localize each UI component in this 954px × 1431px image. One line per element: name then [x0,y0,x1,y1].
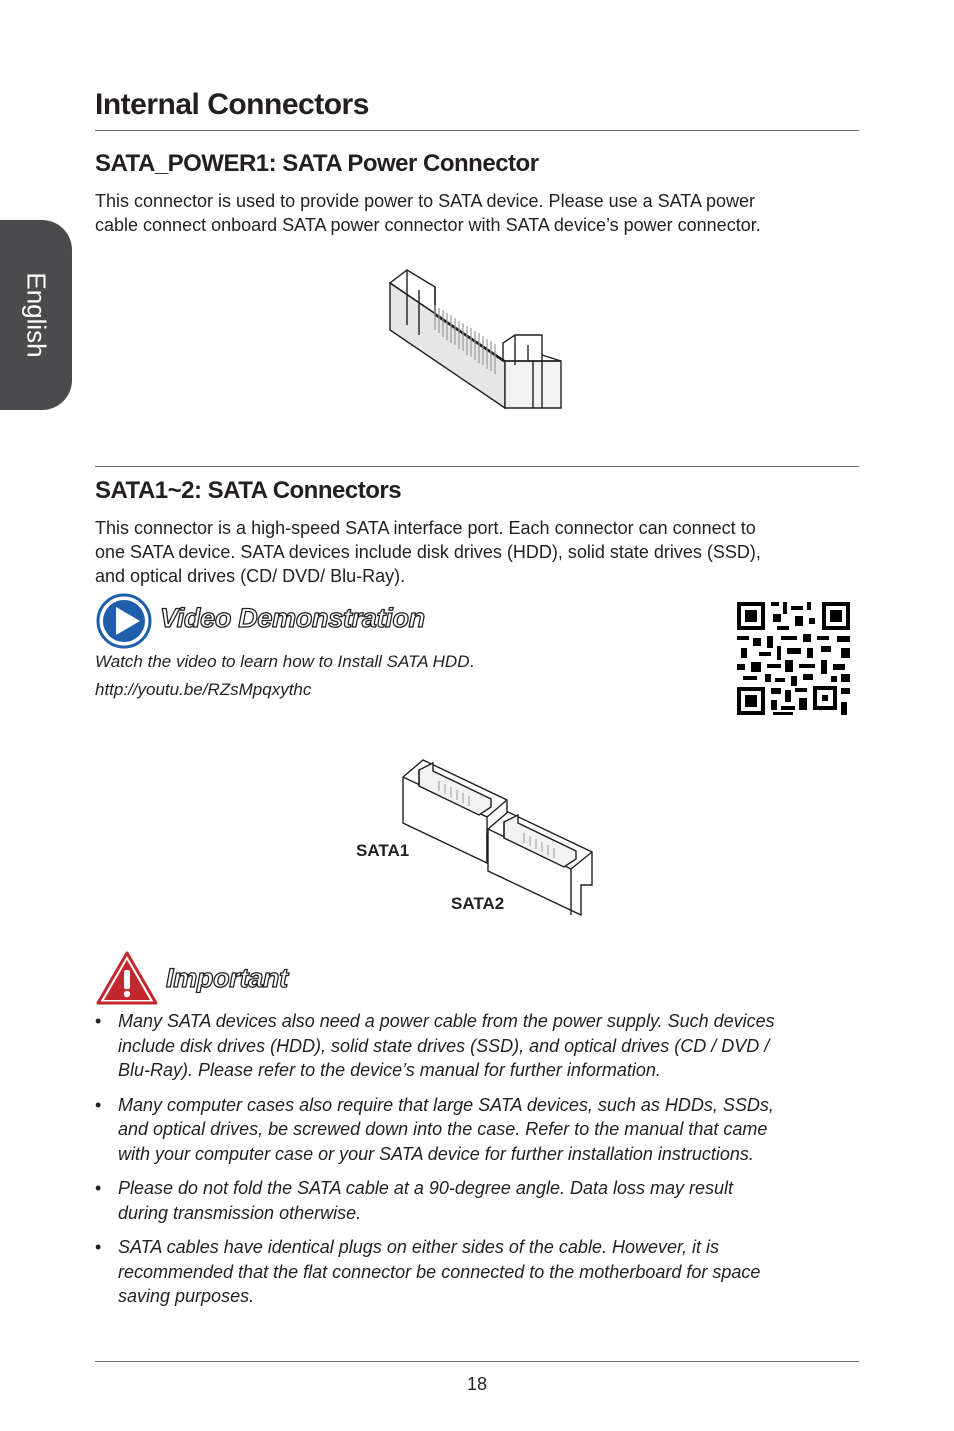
text-line: with your computer case or your SATA device for further installation instructions. [118,1143,754,1164]
title-divider [95,130,859,131]
sata2-label: SATA2 [451,894,505,913]
text-line: • Many SATA devices also need a power cable from the power supply. Such devices [118,1011,775,1031]
sata-description [95,516,865,588]
text-line: and optical drives, be screwed down into the case. Refer to the manual that came [118,1119,768,1139]
text-line: cable connect onboard SATA power connector with SATA device’s power connector. [95,215,761,235]
text-line: include disk drives (HDD), solid state drives (SSD), and optical drives (CD / DVD / [118,1035,770,1056]
page-number: 18 [466,1374,488,1394]
text-line: one SATA device. SATA devices include disk drives (HDD), solid state drives (SSD), [95,542,761,562]
video-url-link[interactable]: http://youtu.be/RZsMpqxythc [95,680,312,699]
important-list [95,1009,865,1319]
sata-heading: SATA1~2: SATA Connectors [95,477,402,504]
language-tab[interactable] [0,220,72,410]
page-title: Internal Connectors [95,88,369,121]
important-title: Important [166,963,288,993]
video-caption-period: . [469,652,475,671]
text-line: • Many computer cases also require that large SATA devices, such as HDDs, SSDs, [118,1094,774,1115]
sata1-label: SATA1 [356,841,410,860]
qr-code-icon[interactable] [737,602,850,715]
text-line: and optical drives (CD/ DVD/ Blu-Ray). [95,566,406,586]
text-line: This connector is used to provide power to SATA device. Please use a SATA power [95,191,756,211]
text-line: Blu-Ray). Please refer to the device’s manual for further information. [118,1060,661,1080]
text-line: recommended that the flat connector be connected to the motherboard for space [118,1261,761,1282]
text-line: • Please do not fold the SATA cable at a 90-degree angle. Data loss may result [118,1178,734,1198]
list-item [95,1235,865,1309]
sata-power-connector-diagram [385,265,570,415]
list-item [95,1093,865,1167]
text-line: during transmission otherwise. [118,1202,362,1223]
list-item [95,1009,865,1083]
section-divider [95,466,859,467]
text-line: This connector is a high-speed SATA interface port. Each connector can connect to [95,518,756,538]
sata-power-description [95,189,865,237]
text-line: • SATA cables have identical plugs on either sides of the cable. However, it is [118,1237,719,1257]
text-line: saving purposes. [118,1286,255,1306]
sata-power-heading: SATA_POWER1: SATA Power Connector [95,150,539,177]
language-tab-label: English [21,272,52,358]
footer-divider [95,1361,859,1362]
list-item [95,1176,865,1225]
video-caption-text: Watch the video to learn how to Install SATA HDD [95,652,470,671]
play-icon[interactable] [95,592,153,650]
warning-icon [95,950,159,1006]
video-demonstration-title: Video Demonstration [160,603,425,633]
